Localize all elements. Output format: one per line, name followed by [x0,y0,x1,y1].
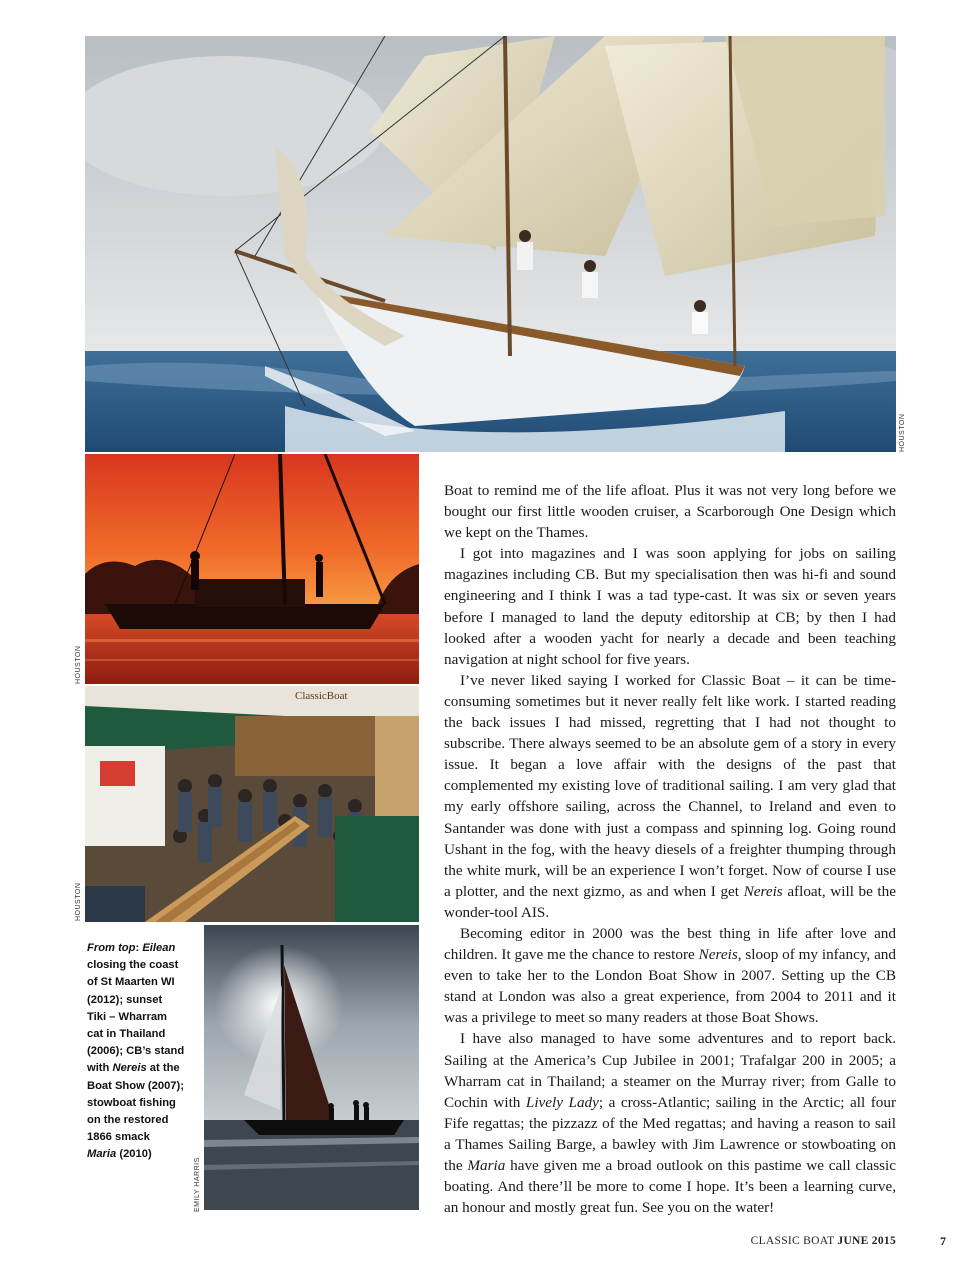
stand-sign: ClassicBoat [295,690,348,702]
italic-name: Nereis [698,946,738,964]
page-footer [751,1235,896,1247]
caption-text-run: (2010) [116,1148,152,1161]
caption-italic-run: Maria [87,1148,117,1161]
caption-text-run: of St Maarten WI [87,976,175,989]
caption-line [87,1146,199,1163]
paragraph-text: Becoming editor in 2000 was the best thing in life after love and children. It gave me the chance to restore [444,924,896,964]
photo-credit-smack: EMILY HARRIS [194,1157,201,1212]
paragraph-text: ; a cross-Atlantic; sailing in the Arctic; all four Fife regattas; the pizzazz of the Med regattas; and having a reason to sail a Thames Sailing Barge, a bawley with Jim Lawrence or stowboating on the [444,1093,896,1174]
caption-line [87,1009,199,1026]
hero-yacht-illustration [85,36,896,452]
hero-photo-eilean [85,36,896,452]
photo-credit-hero: HOUSTON [899,413,906,452]
article-paragraph [444,923,896,1028]
caption-line [87,1043,199,1060]
caption-line [87,974,199,991]
page-number: 7 [940,1234,946,1248]
caption-line [87,992,199,1009]
photo-tiki-sunset [85,454,419,684]
caption-text-run: : [135,942,143,954]
paragraph-text: afloat, will be the wonder-tool AIS. [444,882,896,921]
caption-italic-run: Nereis [112,1062,147,1075]
photo-credit-sunset: HOUSTON [75,645,82,684]
footer-issue: JUNE 2015 [837,1235,896,1247]
italic-name: Nereis [743,882,783,900]
caption-line [87,957,199,974]
photo-maria-smack [204,925,419,1210]
caption-line [87,1026,199,1043]
photo-boat-show-stand [85,686,419,922]
photo-credit-stand: HOUSTON [75,882,82,921]
caption-text-run: stowboat fishing [87,1096,176,1109]
paragraph-text: I’ve never liked saying I worked for Classic Boat – it can be time-consuming sometimes but it never really felt like work. I started reading the back issues I had missed, regretting that I had not thought to subscribe. There always seemed to be an absolute gem of a story in every issue. It began a love affair with the designs of the past that complemented my existing love of traditional sailing. I am very glad that my early offshore sailing, across the Channel, to Ireland and even to Santander was done with just a compass and spinning log. Going round Ushant in the fog, with the heavy diesels of a freighter thumping through the white murk, will be an experience I won’t forget. Now of course I use a plotter, and the next gizmo, as and when I get [444,671,896,900]
paragraph-text: Boat to remind me of the life afloat. Plus it was not very long before we bought our first little wooden cruiser, a Scarborough One Design which we kept on the Thames. [444,482,896,542]
caption-text-run: with [87,1062,113,1075]
caption-text-run: cat in Thailand [87,1028,166,1041]
paragraph-text: have given me a broad outlook on this pastime we call classic boating. And there’ll be more to come I hope. It’s been a learning curve, an honour and mostly great fun. See you on the water! [444,1157,896,1217]
caption-text-run: closing the coast [87,959,179,972]
footer-magazine: CLASSIC BOAT [750,1235,835,1247]
sunset-catamaran-illustration [85,454,419,684]
article-paragraph [444,480,896,543]
paragraph-text: I got into magazines and I was soon applying for jobs on sailing magazines including CB. But my specialisation then was hi-fi and sound engineering and I think I was a tad type-cast. It was six or seven years before I managed to land the deputy editorship at CB; by then I had looked after a wooden yacht for nearly a decade and been teaching navigation at night school for five years. [444,545,896,668]
article-paragraph [444,1028,896,1218]
smack-silhouette-illustration [204,925,419,1210]
caption-line [87,1129,199,1146]
caption-text-run: 1866 smack [87,1131,150,1144]
caption-line [87,1112,199,1129]
caption-line [87,1060,199,1077]
paragraph-text: I have also managed to have some adventures and to report back. Sailing at the America’s Cup Jubilee in 2001; Trafalgar 200 in 2005; a Wharram cat in Thailand; a steamer on the Murray river; from Galle to Cochin with [444,1030,896,1111]
caption-line [87,940,199,957]
italic-name: Lively Lady [525,1093,599,1111]
caption-text-run: (2012); sunset [87,993,163,1006]
article-body [444,480,896,1218]
caption-italic-run: From top [87,942,136,954]
caption-text-run: at the [146,1062,180,1075]
caption-italic-run: Eilean [142,942,176,954]
caption-text-run: (2006); CB’s stand [87,1045,185,1058]
photo-caption [87,940,199,1164]
article-paragraph [444,670,896,923]
article-paragraph [444,543,896,670]
caption-line [87,1095,199,1112]
caption-text-run: Tiki – Wharram [87,1010,168,1023]
caption-line [87,1078,199,1095]
italic-name: Maria [467,1157,506,1174]
boat-show-illustration [85,686,419,922]
paragraph-text: , sloop of my infancy, and even to take her to the London Boat Show in 2007. Setting up the CB stand at London was also a great experience, from 2004 to 2011 and it was a privilege to meet so many readers at those Boat Shows. [444,946,896,1027]
caption-text-run: on the restored [87,1114,169,1127]
caption-text-run: Boat Show (2007); [87,1079,184,1092]
